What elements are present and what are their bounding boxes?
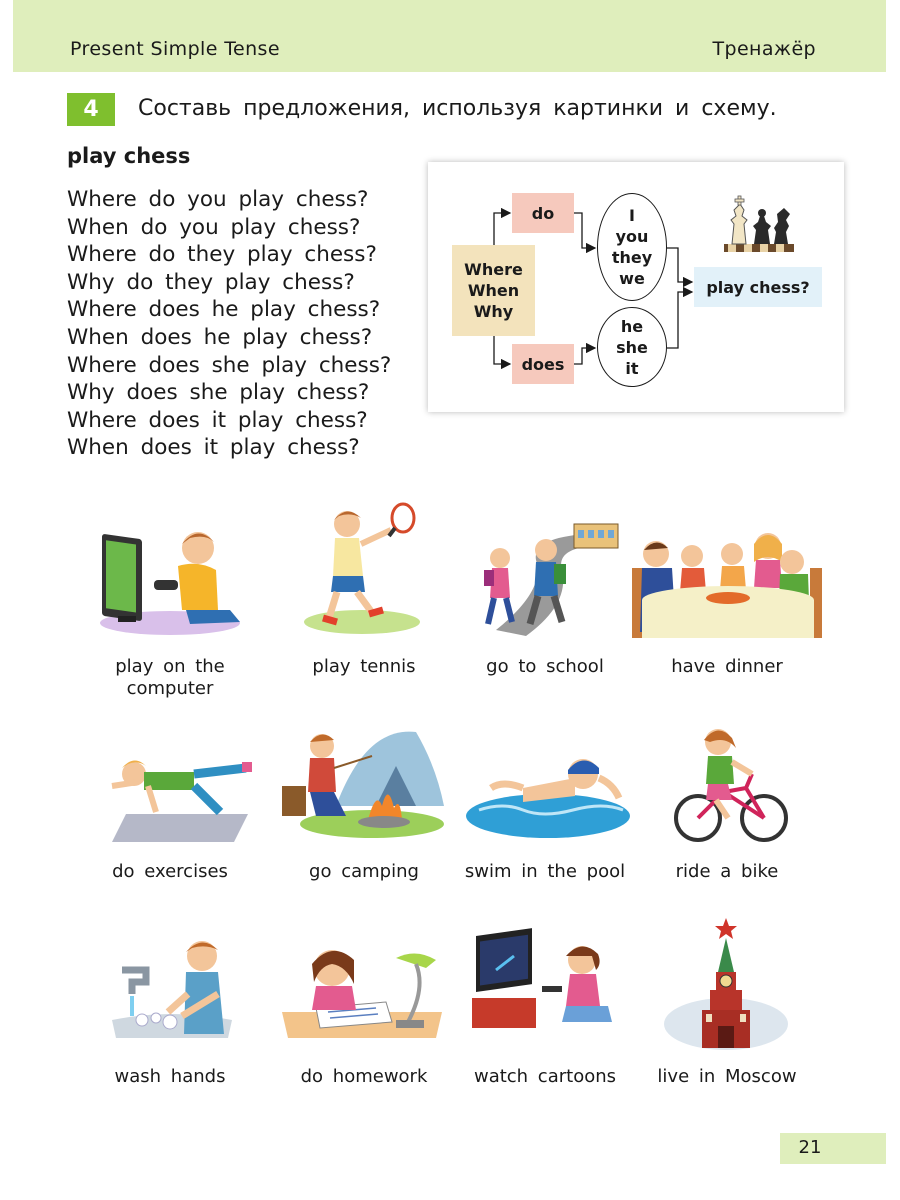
kremlin-tower-icon	[636, 918, 816, 1052]
picture-caption	[269, 1066, 459, 1088]
caption-text: go camping	[309, 861, 419, 882]
picture-tile	[458, 926, 638, 1040]
question-words-box	[452, 245, 535, 336]
picture-tile	[92, 934, 272, 1046]
chess-pieces-icon	[722, 192, 796, 254]
kids-school-icon	[466, 520, 626, 638]
grammar-scheme	[428, 162, 844, 412]
question-word: When	[467, 281, 520, 300]
pronoun: I	[629, 206, 635, 225]
pronoun: they	[611, 248, 653, 267]
picture-caption	[450, 656, 640, 678]
aux-does-box: does	[512, 344, 574, 384]
caption-text: go to school	[486, 656, 604, 677]
sentence: When do you play chess?	[67, 214, 361, 240]
family-dinner-icon	[632, 528, 822, 640]
picture-tile	[636, 722, 816, 846]
caption-text: ride a bike	[675, 861, 779, 882]
sentence: Where do they play chess?	[67, 242, 377, 268]
boy-washing-icon	[102, 934, 262, 1046]
header-section: Тренажёр	[712, 38, 816, 60]
picture-tile	[272, 938, 452, 1042]
picture-tile	[636, 918, 816, 1052]
task-instruction: Составь предложения, используя картинки и схему.	[138, 96, 777, 121]
example-sentences	[67, 186, 391, 462]
pronoun: we	[619, 269, 645, 288]
sentence: Where does she play chess?	[67, 352, 392, 378]
sentence: When does he play chess?	[67, 324, 373, 350]
header-band	[13, 0, 886, 72]
girl-bike-icon	[636, 722, 816, 846]
picture-caption	[450, 1066, 640, 1088]
result-box: play chess?	[694, 267, 822, 307]
picture-caption	[632, 656, 822, 678]
boy-swimming-icon	[463, 748, 633, 842]
girl-tv-icon	[462, 926, 634, 1040]
picture-tile	[632, 528, 812, 640]
picture-caption	[269, 656, 459, 678]
sentence: Why do they play chess?	[67, 269, 355, 295]
caption-text: wash hands	[114, 1066, 226, 1087]
header-topic: Present Simple Tense	[70, 38, 280, 60]
pronouns-does-oval	[597, 307, 667, 387]
picture-tile	[456, 520, 636, 638]
picture-caption	[450, 861, 640, 883]
sentence: Why does she play chess?	[67, 380, 370, 406]
question-word: Where	[464, 260, 523, 279]
picture-tile	[458, 748, 638, 842]
boy-camping-icon	[276, 716, 448, 840]
example-heading: play chess	[67, 144, 191, 168]
pronoun: it	[625, 358, 639, 378]
boy-computer-icon	[90, 518, 250, 638]
question-word: Why	[473, 302, 514, 321]
picture-caption	[75, 1066, 265, 1088]
picture-caption	[632, 1066, 822, 1088]
task-number-badge: 4	[67, 93, 115, 126]
page-number: 21	[798, 1137, 822, 1158]
picture-caption	[269, 861, 459, 883]
caption-text: live in Moscow	[657, 1066, 797, 1087]
pronoun: she	[616, 337, 648, 357]
caption-text: swim in the pool	[464, 861, 626, 882]
caption-text: play on the computer	[115, 656, 225, 699]
pronouns-do-oval	[597, 193, 667, 301]
sentence: Where does he play chess?	[67, 297, 381, 323]
girl-exercise-icon	[98, 742, 258, 846]
girl-homework-icon	[276, 938, 448, 1042]
sentence: When does it play chess?	[67, 435, 360, 461]
caption-text: play tennis	[312, 656, 416, 677]
caption-text: do exercises	[112, 861, 228, 882]
picture-tile	[272, 716, 452, 840]
caption-text: do homework	[300, 1066, 428, 1087]
aux-do-box: do	[512, 193, 574, 233]
boy-tennis-icon	[287, 500, 437, 638]
caption-text: watch cartoons	[473, 1066, 617, 1087]
picture-tile	[80, 518, 260, 638]
picture-tile	[272, 500, 452, 638]
sentence: Where do you play chess?	[67, 187, 369, 212]
sentence: Where does it play chess?	[67, 407, 368, 433]
picture-caption	[632, 861, 822, 883]
picture-caption	[75, 656, 265, 700]
pronoun: you	[615, 227, 649, 246]
picture-caption	[75, 861, 265, 883]
caption-text: have dinner	[671, 656, 783, 677]
pronoun: he	[620, 316, 644, 336]
picture-tile	[88, 742, 268, 846]
